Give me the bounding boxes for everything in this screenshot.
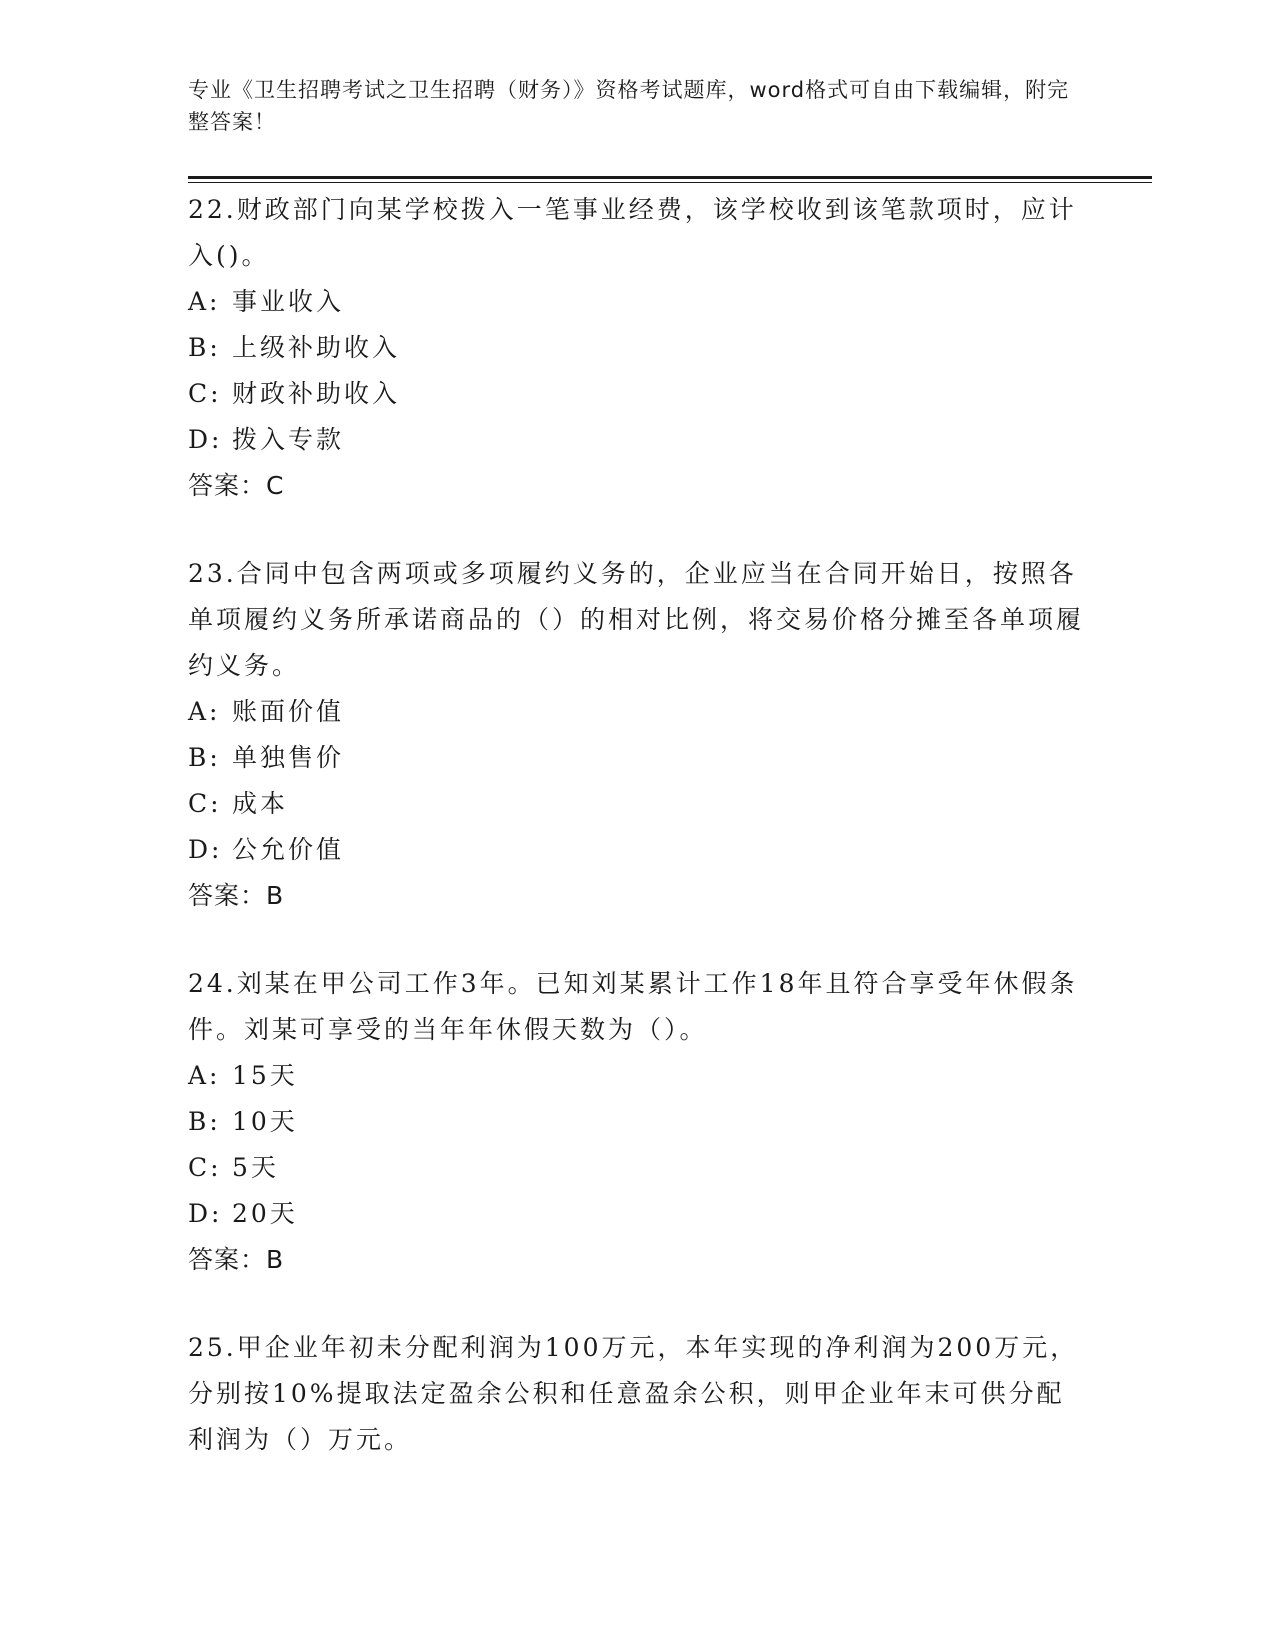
option-key: D: — [188, 425, 223, 454]
option-c — [188, 1145, 1088, 1191]
option-key: A: — [188, 287, 221, 316]
option-text: 账面价值 — [232, 697, 345, 726]
option-key: A: — [188, 1061, 221, 1090]
option-d — [188, 1191, 1088, 1237]
option-b — [188, 1099, 1088, 1145]
answer-line: 答案：C — [188, 471, 285, 500]
option-text: 成本 — [232, 789, 289, 818]
question-text: 22.财政部门向某学校拨入一笔事业经费，该学校收到该笔款项时，应计入()。 — [188, 195, 1077, 270]
option-text: 事业收入 — [232, 287, 345, 316]
option-text: 单独售价 — [232, 743, 345, 772]
header-divider-thin — [188, 182, 1152, 183]
option-c — [188, 781, 1088, 827]
option-key: C: — [188, 789, 222, 818]
option-text: 5天 — [232, 1153, 279, 1182]
option-d — [188, 827, 1088, 873]
option-text: 15天 — [232, 1061, 298, 1090]
question-24 — [188, 961, 1088, 1283]
option-b — [188, 735, 1088, 781]
answer-line: 答案：B — [188, 1245, 285, 1274]
option-text: 10天 — [232, 1107, 298, 1136]
option-key: C: — [188, 1153, 222, 1182]
option-key: B: — [188, 333, 221, 362]
question-text: 23.合同中包含两项或多项履约义务的，企业应当在合同开始日，按照各单项履约义务所承诺商品的（）的相对比例，将交易价格分摊至各单项履约义务。 — [188, 559, 1085, 680]
option-b — [188, 325, 1088, 371]
header-divider-thick — [188, 176, 1152, 179]
option-text: 拨入专款 — [232, 425, 345, 454]
option-key: B: — [188, 743, 221, 772]
option-key: A: — [188, 697, 221, 726]
option-key: C: — [188, 379, 222, 408]
answer-line: 答案：B — [188, 881, 285, 910]
option-text: 公允价值 — [232, 835, 345, 864]
option-key: B: — [188, 1107, 221, 1136]
question-text: 24.刘某在甲公司工作3年。已知刘某累计工作18年且符合享受年休假条件。刘某可享受的当年年休假天数为（）。 — [188, 969, 1078, 1044]
option-a — [188, 689, 1088, 735]
question-25 — [188, 1325, 1088, 1463]
option-text: 20天 — [232, 1199, 298, 1228]
question-22 — [188, 187, 1088, 509]
question-list — [188, 187, 1088, 1505]
question-23 — [188, 551, 1088, 919]
option-key: D: — [188, 1199, 223, 1228]
option-a — [188, 279, 1088, 325]
option-c — [188, 371, 1088, 417]
question-text: 25.甲企业年初未分配利润为100万元，本年实现的净利润为200万元，分别按10%提取法定盈余公积和任意盈余公积，则甲企业年末可供分配利润为（）万元。 — [188, 1333, 1079, 1454]
option-a — [188, 1053, 1088, 1099]
option-key: D: — [188, 835, 223, 864]
option-d — [188, 417, 1088, 463]
option-text: 财政补助收入 — [232, 379, 401, 408]
option-text: 上级补助收入 — [232, 333, 401, 362]
document-header: 专业《卫生招聘考试之卫生招聘（财务）》资格考试题库，word格式可自由下载编辑，附完整答案！ — [188, 78, 1070, 134]
